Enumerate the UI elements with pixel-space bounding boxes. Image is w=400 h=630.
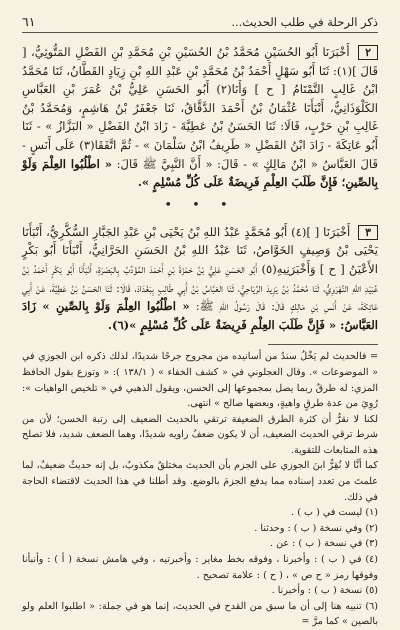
isnad-text: أَخْبَرَنَا أَبُو الحُسَيْنِ مُحَمَّدُ بْنُ الحُسَيْنِ بْنِ مُحَمَّدِ بْنِ الفَضْلِ المَتُّوثِيُّ، [ قَالَ ](١): ثَنَا أَبُو سَهْلٍ أَحْمَدُ بْنُ مُحَمَّدِ بْنِ عَبْدِ اللهِ بْنِ زِيَادٍ القَطَّانُ، ثَنَا مُحَمَّدُ ابْنُ غَالِبٍ التَّمْتَامُ [ ح ] وَأَنَا(٢) أَبُو الحَسَنِ عَلِيُّ بْنُ عُمَرَ بْنِ العَبَّاسِ الكَلْوَذَانِيُّ، أَنْبَأَنَا عُثْمَانُ بْنُ أَحْمَدَ الدَّقَّاقُ، ثَنَا جَعْفَرُ بْنُ هَاشِمٍ، وَمُحَمَّدُ بْنُ غَالِبِ بْنِ حَرْبٍ، قَالَا: ثَنَا الحَسَنُ بْنُ عَطِيَّةَ - زَادَ ابْنُ الفَضْلِ « البَزَّازُ » - ثَنَا أَبُو عَاتِكَةَ - زَادَ ابْنُ الفَضْلِ « طَرِيفُ ابْنُ سَلْمَانَ » - ثُمَّ اتَّفَقَا(٣) عَلَى أَنَسٍ - قَالَ العَبَّاسُ « ابْنُ مَالِكٍ » - قَالَ: « أَنَّ النَّبِيَّ ﷺ قَالَ: <box>22 45 379 171</box>
hadith-matn: « اطْلُبُوا العِلْمَ وَلَوْ بِالصِّينِ » زَادَ العَبَّاسُ: « فَإِنَّ طَلَبَ العِلْمِ فَرِيضَةٌ عَلَى كُلِّ مُسْلِمٍ »(٦). <box>22 299 378 332</box>
footnote-item: (٦) تنبيه هنا إلى أن ما سبق من القدح في الحديث، إنما هو في جملة: « اطلبوا العلم ولو بالصين » كما مرَّ = <box>22 600 378 628</box>
entry-number-badge: ٢ <box>358 45 378 60</box>
section-divider: • • • <box>164 197 236 213</box>
footnote-item: (١) ليست في ( ب ) . <box>291 507 378 519</box>
footnote-item: (٢) وفي نسخة ( ب ) : وحدثنا . <box>254 522 378 534</box>
footnote-item: (٥) نسخة ( ب ) : وأخبرنا . <box>271 585 378 597</box>
hadith-entry-3 <box>22 223 378 335</box>
footnote-paragraph: لكنا لا نقرُّ أن كثرة الطرق الضعيفة ترتقي بالحديث الضعيف إلى رتبة الحسن؛ لأن من شرط ترقي الحديث الضعيف، أن لا يكون ضعفُ راويه شديدًا، وهما الضعف شديد، فلا تصلح هذه المتابعات للتقوية. <box>22 413 378 456</box>
entry-number-badge: ٣ <box>358 225 378 240</box>
footnote-item: (٤) في ( ب ) : وأخبرنا ، وفوقه بخط مغاير : وأخبرتيه ، وفي هامش نسخة ( أ ) : وأنبأنا وفوقها رمز « ح ص » ، ( ح ) : علامة تصحيح . <box>22 554 378 581</box>
footnote-paragraph: كما أنَّا لا نُقِرُّ ابنَ الجوزي على الجزم بأن الحديث مختلقٌ مكذوبٌ، بل إنه حديثٌ ضعيفٌ، لما علمتَ من تعدد إسناده مما يدفع الجزمَ بالوضع. وقد أطلنا في هذا الحديث لاقتضاء الحاجة في ذلك. <box>22 460 378 503</box>
footnote-item: (٣) في نسخة ( ب ) : عن . <box>269 538 378 550</box>
isnad-text: أَخْبَرَنَا [ ](٤) أَبُو مُحَمَّدٍ عَبْدُ اللهِ بْنُ يَحْيَى بْنِ عَبْدِ الجَبَّارِ السُّكَّرِيُّ، أَنْبَأَنَا يَحْيَى بْنُ وَصِيفٍ الخَوَّاصُ، ثَنَا عَبْدُ اللهِ بْنُ الحَسَنِ الحَرَّانِيُّ، أَنْبَأَنَا أَبُو بَكْرٍ الأَعْيَنُ [ ح ] وَأَخْبَرَنِيهِ(٥) أَبُو الحَسَنِ عَلِيُّ بْنُ حَمْزَةَ بْنِ أَحْمَدَ المُؤَدِّبُ بِالبَصْرَةِ، أَنْبَأَنَا أَبُو بَكْرٍ أَحْمَدُ بْنُ عُبَيْدِ اللهِ النَّهْرَوِيُّ، ثَنَا مُحَمَّدُ بْنُ يَزِيدَ الرِّيَاحِيُّ، ثَنَا العَبَّاسُ بْنُ أَبِي طَالِبٍ بِبَغْدَادَ، قَالَا: ثَنَا الحَسَنُ بْنُ عَطِيَّةَ، عَنْ أَبِي عَاتِكَةَ، عَنْ أَنَسِ بْنِ مَالِكٍ قَالَ: قَالَ رَسُولُ اللهِ ﷺ: <box>22 224 378 314</box>
footnote-paragraph: = فالحديث لم يَخْلُ سندٌ من أسانيده من مجروح جرحًا شديدًا، لذلك ذكره ابن الجوزي في « الموضوعات ». وقال العجلوني في « كشف الخفاء » ( ١٣٨/١ ): « وتوزع بقول الحافظ المزي: له طرقٌ ربما يصل بمجموعها إلى الحسن، ويقول الذهبي في « تلخيص الواهيات »: رُوِيَ من عدة طرقٍ واهيةٍ، وبعضها صالح » انتهى. <box>22 351 378 410</box>
hadith-matn: « اطْلُبُوا العِلْمَ وَلَوْ بِالصِّينِ؛ فَإِنَّ طَلَبَ العِلْمِ فَرِيضَةٌ عَلَى كُلِّ مُسْلِمٍ ». <box>22 156 378 190</box>
footnote-separator <box>268 344 378 345</box>
footnotes <box>22 349 378 630</box>
chapter-title: ذكر الرحلة في طلب الحديث... <box>231 15 378 29</box>
hadith-entry-2 <box>22 43 378 192</box>
page-number: ٦١ <box>22 14 36 29</box>
running-header <box>22 14 378 33</box>
